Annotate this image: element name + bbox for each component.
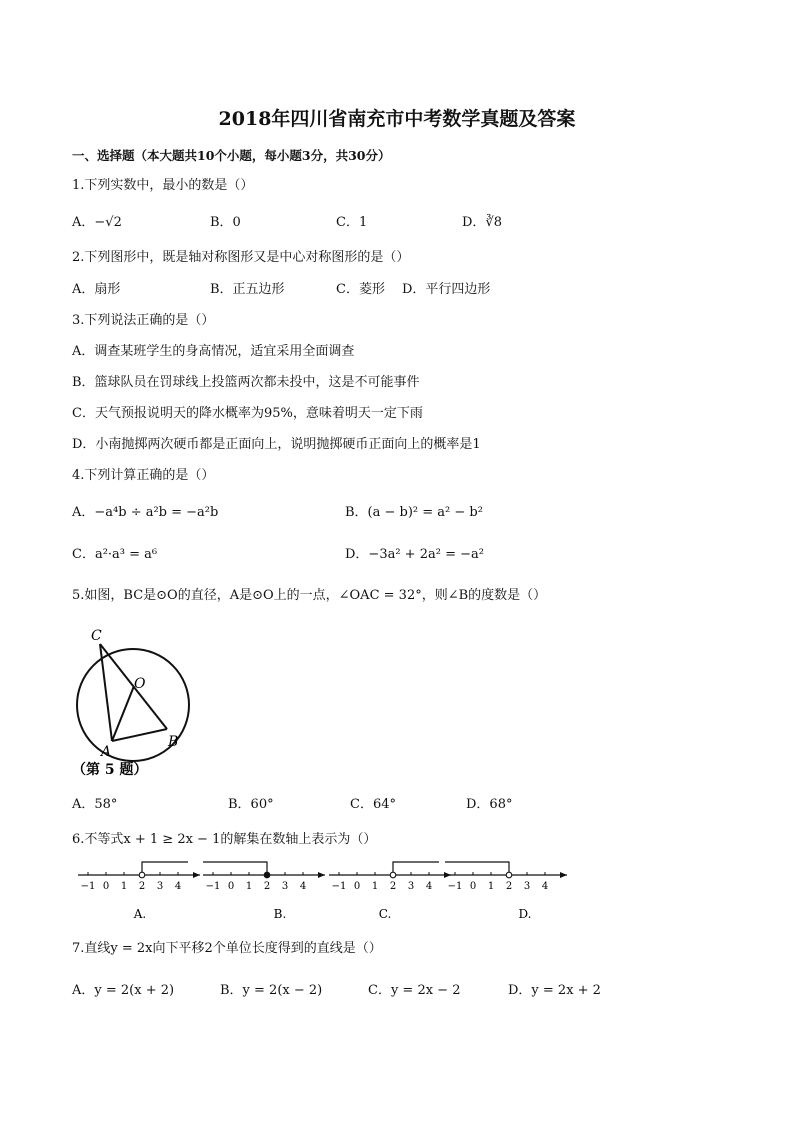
q1-option-d: D．∛8	[462, 215, 502, 230]
tick-label: 1	[487, 881, 495, 892]
q3-option-d: D．小南抛掷两次硬币都是正面向上，说明抛掷硬币正面向上的概率是1	[72, 437, 481, 452]
q6-option-label: A.	[133, 907, 147, 921]
question-1-stem: 1.下列实数中，最小的数是（）	[72, 178, 254, 193]
number-line-arrow	[560, 872, 567, 878]
q2-option-c: C．菱形	[336, 282, 385, 297]
section-heading: 一、选择题（本大题共10个小题，每小题3分，共30分）	[72, 148, 391, 163]
endpoint-dot	[506, 872, 512, 878]
tick-label: 3	[281, 881, 289, 892]
q7-option-d: D．y = 2x + 2	[508, 983, 601, 998]
tick-label: 0	[102, 881, 110, 892]
point-label-c: C	[91, 628, 102, 644]
endpoint-dot	[390, 872, 396, 878]
q7-option-a: A．y = 2(x + 2)	[72, 983, 175, 998]
q7-option-b: B．y = 2(x − 2)	[220, 983, 323, 998]
endpoint-dot	[139, 872, 145, 878]
page-title: 2018年四川省南充市中考数学真题及答案	[218, 108, 576, 130]
q5-option-d: D．68°	[466, 797, 513, 812]
number-line-arrow	[318, 872, 325, 878]
tick-label: 4	[299, 881, 307, 892]
point-label-b: B	[168, 734, 179, 750]
question-5-stem: 5.如图，BC是⊙O的直径，A是⊙O上的一点，∠OAC = 32°，则∠B的度数是（）	[72, 588, 547, 603]
q3-option-a: A．调查某班学生的身高情况，适宜采用全面调查	[72, 344, 355, 359]
q6-option-label: C.	[378, 907, 392, 921]
tick-label: −1	[205, 881, 221, 892]
solution-bracket	[393, 862, 439, 875]
q4-option-c: C．a²·a³ = a⁶	[72, 547, 158, 562]
q5-circle-figure	[72, 624, 202, 784]
number-line-arrow	[193, 872, 200, 878]
q6-number-lines	[0, 855, 794, 925]
tick-label: 0	[469, 881, 477, 892]
question-4-stem: 4.下列计算正确的是（）	[72, 468, 215, 483]
tick-label: 2	[138, 881, 146, 892]
q5-option-c: C．64°	[350, 797, 396, 812]
tick-label: 3	[523, 881, 531, 892]
question-3-stem: 3.下列说法正确的是（）	[72, 313, 215, 328]
q1-option-a: A．−√2	[72, 215, 122, 230]
tick-label: 2	[389, 881, 397, 892]
q2-option-b: B．正五边形	[210, 282, 285, 297]
q6-option-label: B.	[273, 907, 287, 921]
tick-label: −1	[447, 881, 463, 892]
q1-option-b: B．0	[210, 215, 241, 230]
endpoint-dot	[264, 872, 270, 878]
q3-option-b: B．篮球队员在罚球线上投篮两次都未投中，这是不可能事件	[72, 375, 420, 390]
tick-label: 4	[174, 881, 182, 892]
point-label-a: A	[101, 744, 112, 760]
tick-label: 2	[505, 881, 513, 892]
tick-label: 0	[353, 881, 361, 892]
tick-label: −1	[80, 881, 96, 892]
question-2-stem: 2.下列图形中，既是轴对称图形又是中心对称图形的是（）	[72, 250, 410, 265]
q4-option-a: A．−a⁴b ÷ a²b = −a²b	[72, 505, 219, 520]
question-7-stem: 7.直线y = 2x向下平移2个单位长度得到的直线是（）	[72, 941, 382, 956]
tick-label: 3	[407, 881, 415, 892]
q4-option-b: B．(a − b)² = a² − b²	[345, 505, 483, 520]
tick-label: −1	[331, 881, 347, 892]
q2-option-d: D．平行四边形	[402, 282, 491, 297]
q5-option-a: A．58°	[72, 797, 118, 812]
tick-label: 2	[263, 881, 271, 892]
q1-option-c: C．1	[336, 215, 368, 230]
q4-option-d: D．−3a² + 2a² = −a²	[345, 547, 484, 562]
tick-label: 3	[156, 881, 164, 892]
tick-label: 1	[245, 881, 253, 892]
tick-label: 4	[425, 881, 433, 892]
q6-option-label: D.	[518, 907, 532, 921]
q7-option-c: C．y = 2x − 2	[368, 983, 461, 998]
q5-option-b: B．60°	[228, 797, 274, 812]
solution-bracket	[142, 862, 188, 875]
tick-label: 1	[120, 881, 128, 892]
question-6-stem: 6.不等式x + 1 ≥ 2x − 1的解集在数轴上表示为（）	[72, 832, 377, 847]
q3-option-c: C．天气预报说明天的降水概率为95%，意味着明天一定下雨	[72, 406, 423, 421]
tick-label: 4	[541, 881, 549, 892]
point-label-o: O	[134, 676, 146, 692]
q2-option-a: A．扇形	[72, 282, 121, 297]
figure-caption: （第 5 题）	[72, 762, 148, 778]
tick-label: 0	[227, 881, 235, 892]
tick-label: 1	[371, 881, 379, 892]
